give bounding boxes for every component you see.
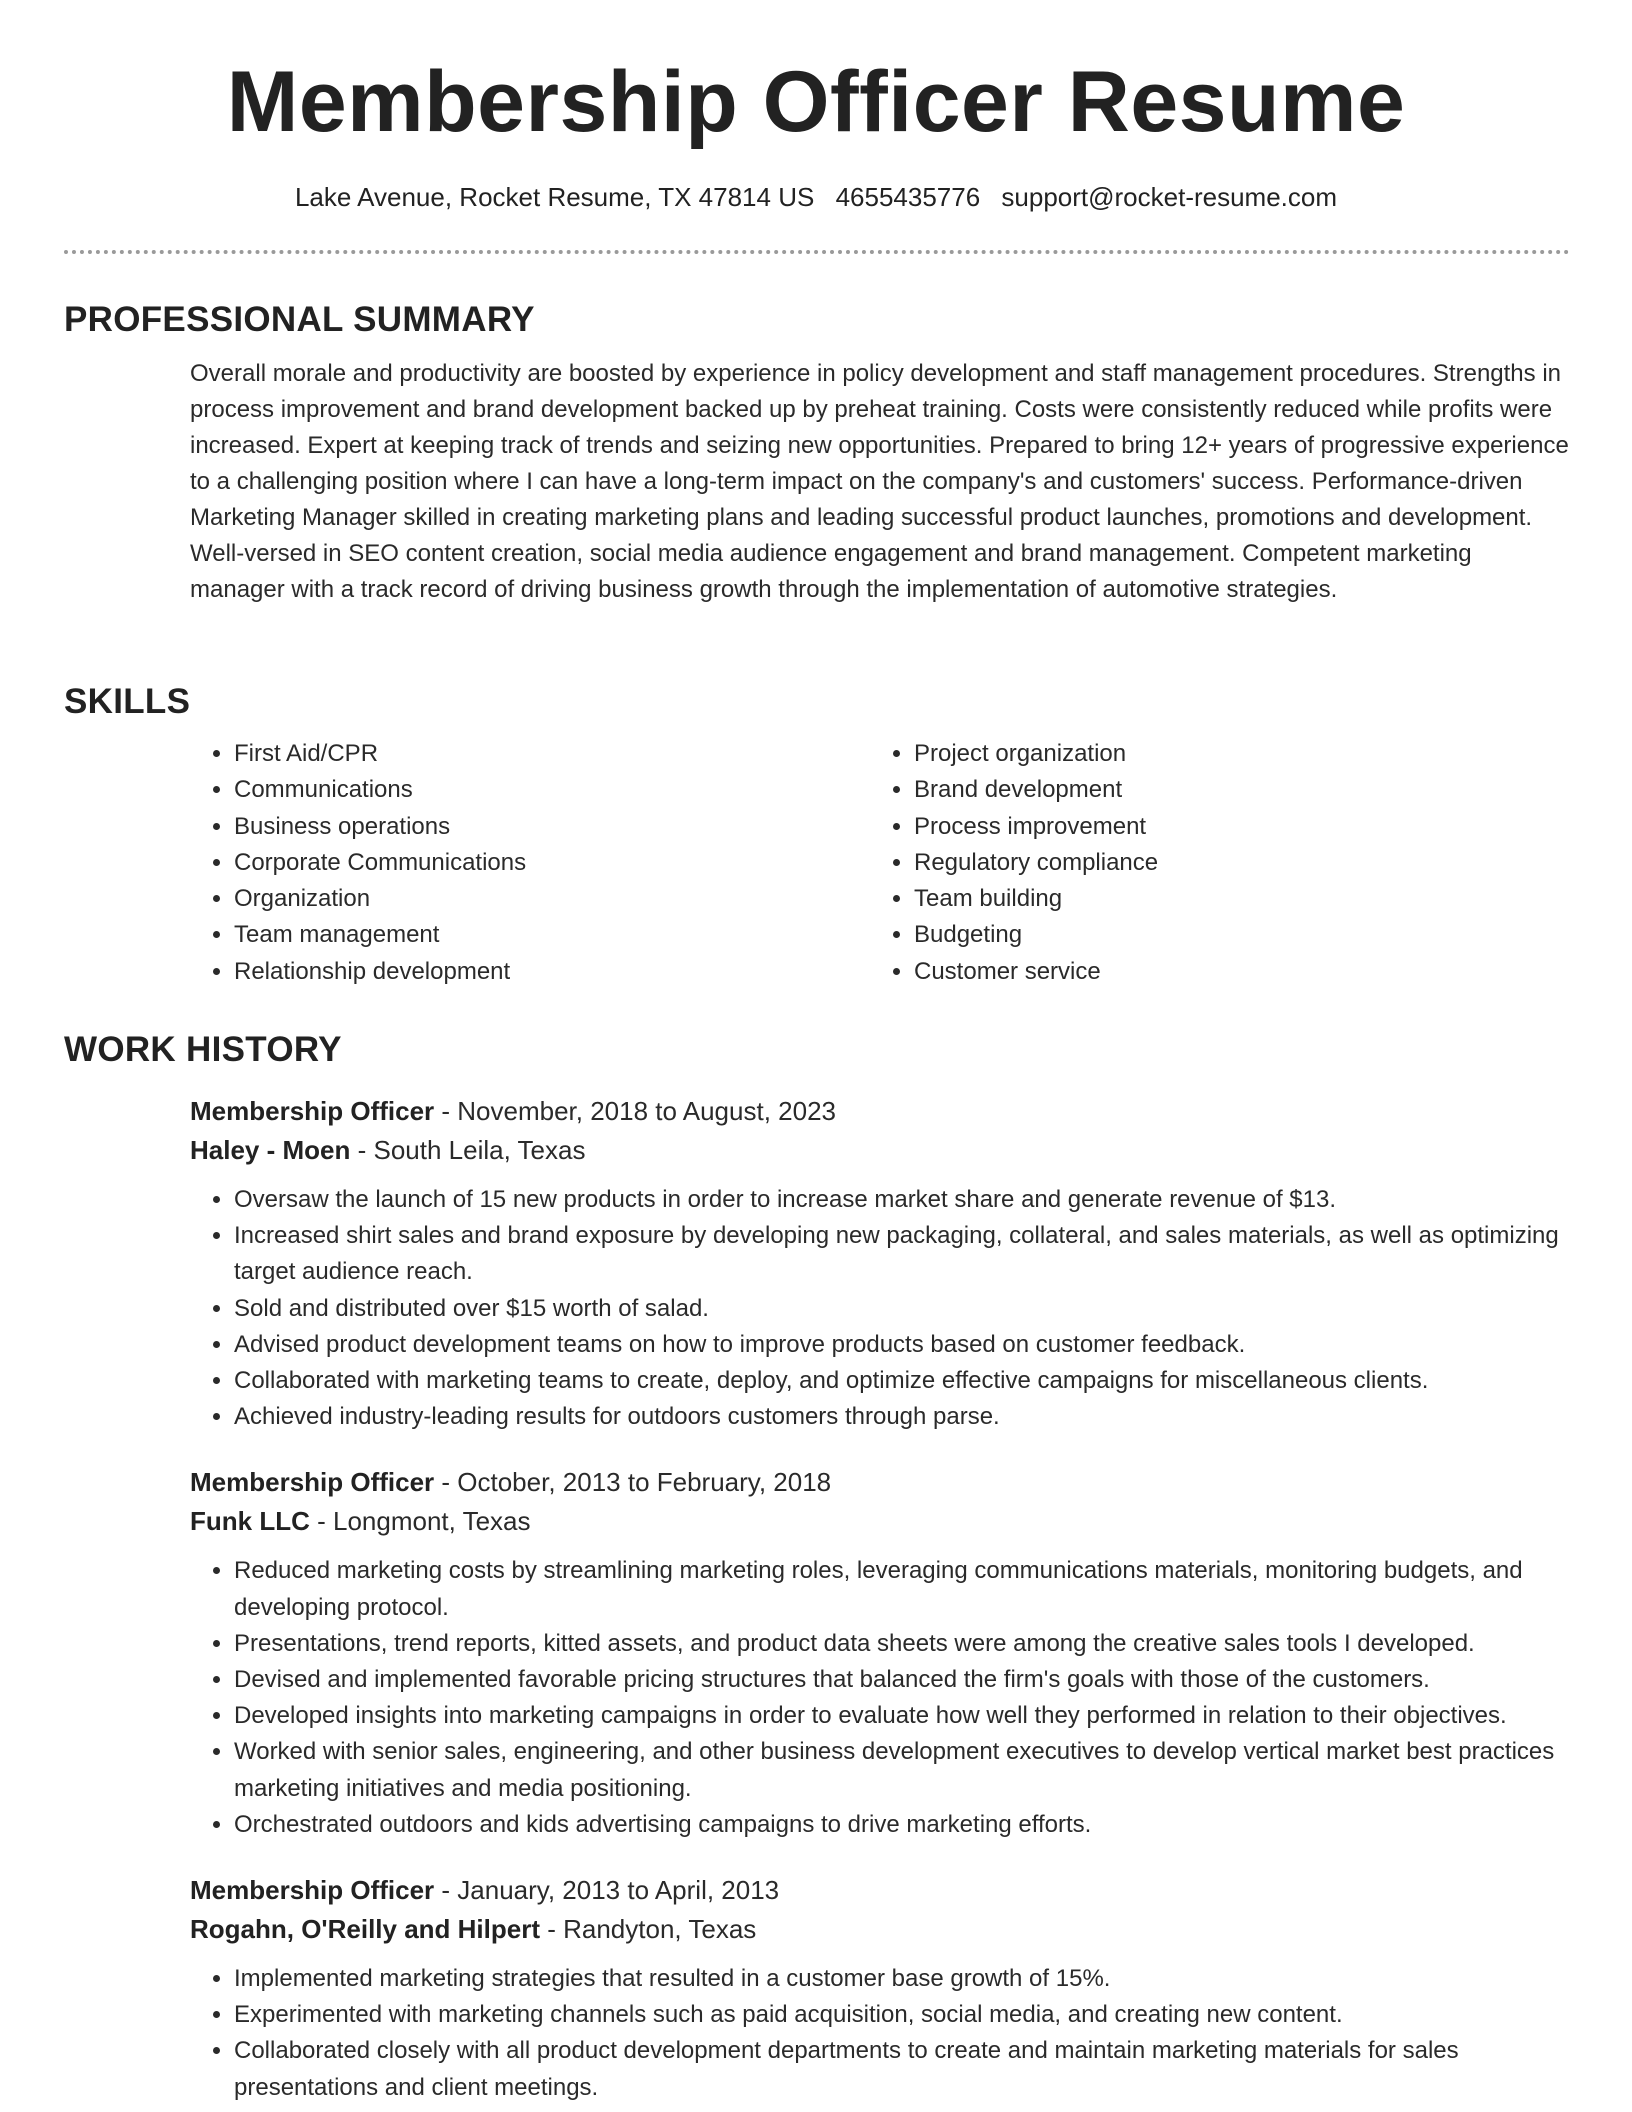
work-history-heading: WORK HISTORY [64, 1030, 342, 1069]
list-item: • Presentations, trend reports, kitted assets, and product data sheets were among the creative sales tools I developed. [234, 1626, 1570, 1662]
job-title-line [190, 1092, 1570, 1131]
job-entry-1 [190, 1092, 1570, 1435]
skills-list-left [190, 736, 870, 990]
list-item: • Worked with senior sales, engineering, and other business development executives to develop vertical market best practices marketing initiatives and media positioning. [234, 1734, 1570, 1806]
job-company-line [190, 1502, 1570, 1541]
job-company-line [190, 1131, 1570, 1170]
list-item: • Increased shirt sales and brand exposure by developing new packaging, collateral, and sales materials, as well as optimizing target audience reach. [234, 1218, 1570, 1290]
list-item: • Oversaw the launch of 15 new products in order to increase market share and generate revenue of $13. [234, 1182, 1570, 1218]
contact-phone: 4655435776 [835, 182, 981, 212]
list-item: • Advised product development teams on how to improve products based on customer feedback. [234, 1327, 1570, 1363]
job-dates: - October, 2013 to February, 2018 [434, 1467, 832, 1498]
contact-line [0, 180, 1632, 214]
summary-paragraph: Overall morale and productivity are boosted by experience in policy development and staff management procedures. Strengths in process improvement and brand development backed up by preheat training. Costs were consistently reduced while profits were increased. Expert at keeping track of trends and seizing new opportunities. Prepared to bring 12+ years of progressive experience to a challenging position where I can have a long-term impact on the company's and customers' success. Performance-driven Marketing Manager skilled in creating marketing plans and leading successful product launches, promotions and development. Well-versed in SEO content creation, social media audience engagement and brand management. Competent marketing manager with a track record of driving business growth through the implementation of automotive strategies. [190, 360, 1569, 603]
list-item: • Devised and implemented favorable pricing structures that balanced the firm's goals with those of the customers. [234, 1662, 1570, 1698]
job-bullets [190, 1553, 1570, 1843]
job-company: Rogahn, O'Reilly and Hilpert [190, 1914, 540, 1945]
resume-header [0, 0, 1632, 214]
list-item: • Communications [234, 772, 870, 808]
list-item: • Project organization [914, 736, 1554, 772]
job-dates: - November, 2018 to August, 2023 [434, 1096, 836, 1126]
list-item: • Relationship development [234, 954, 870, 990]
list-item: • Corporate Communications [234, 845, 870, 881]
job-role: Membership Officer [190, 1875, 435, 1906]
list-item: • Collaborated closely with all product development departments to create and maintain marketing materials for sales presentations and client meetings. [234, 2033, 1570, 2105]
job-entry-3 [190, 1871, 1570, 2106]
job-location: - South Leila, Texas [350, 1135, 586, 1165]
job-role: Membership Officer [190, 1467, 435, 1498]
job-location: - Longmont, Texas [309, 1506, 531, 1537]
list-item: • Collaborated with marketing teams to create, deploy, and optimize effective campaigns for miscellaneous clients. [234, 1363, 1570, 1399]
list-item: • Implemented marketing strategies that resulted in a customer base growth of 15%. [234, 1961, 1570, 1997]
list-item: • Budgeting [914, 917, 1554, 953]
list-item: • Customer service [914, 954, 1554, 990]
list-item: • Business operations [234, 809, 870, 845]
list-item: • Brand development [914, 772, 1554, 808]
resume-title: Membership Officer Resume [226, 54, 1406, 150]
list-item: • Developed insights into marketing campaigns in order to evaluate how well they performed in relation to their objectives. [234, 1698, 1570, 1734]
list-item: • Team management [234, 917, 870, 953]
summary-heading: PROFESSIONAL SUMMARY [64, 300, 535, 339]
job-title-line [190, 1463, 1570, 1502]
list-item: • Process improvement [914, 809, 1554, 845]
job-company: Funk LLC [190, 1506, 310, 1537]
skills-list-right [870, 736, 1554, 990]
list-item: • First Aid/CPR [234, 736, 870, 772]
list-item: • Experimented with marketing channels such as paid acquisition, social media, and creating new content. [234, 1997, 1570, 2033]
list-item: • Team building [914, 881, 1554, 917]
skills-heading: SKILLS [64, 682, 191, 721]
job-company-line [190, 1910, 1570, 1949]
job-location: - Randyton, Texas [540, 1914, 757, 1945]
list-item: • Reduced marketing costs by streamlining marketing roles, leveraging communications materials, monitoring budgets, and developing protocol. [234, 1553, 1570, 1625]
list-item: • Regulatory compliance [914, 845, 1554, 881]
list-item: • Achieved industry-leading results for outdoors customers through parse. [234, 1399, 1570, 1435]
professional-summary-section [64, 298, 1570, 608]
list-item: • Sold and distributed over $15 worth of salad. [234, 1291, 1570, 1327]
contact-address: Lake Avenue, Rocket Resume, TX 47814 US [294, 182, 815, 212]
work-history-section [64, 1028, 1570, 2106]
job-bullets [190, 1182, 1570, 1435]
job-company: Haley - Moen [190, 1135, 351, 1165]
skills-section [64, 680, 1570, 990]
list-item: • Organization [234, 881, 870, 917]
contact-email: support@rocket-resume.com [1001, 182, 1338, 212]
skills-columns [190, 736, 1570, 990]
job-dates: - January, 2013 to April, 2013 [434, 1875, 780, 1906]
job-bullets [190, 1961, 1570, 2106]
header-divider [64, 250, 1570, 254]
job-title-line [190, 1871, 1570, 1910]
job-entry-2 [190, 1463, 1570, 1843]
list-item: • Orchestrated outdoors and kids advertising campaigns to drive marketing efforts. [234, 1807, 1570, 1843]
job-role: Membership Officer [190, 1096, 435, 1126]
